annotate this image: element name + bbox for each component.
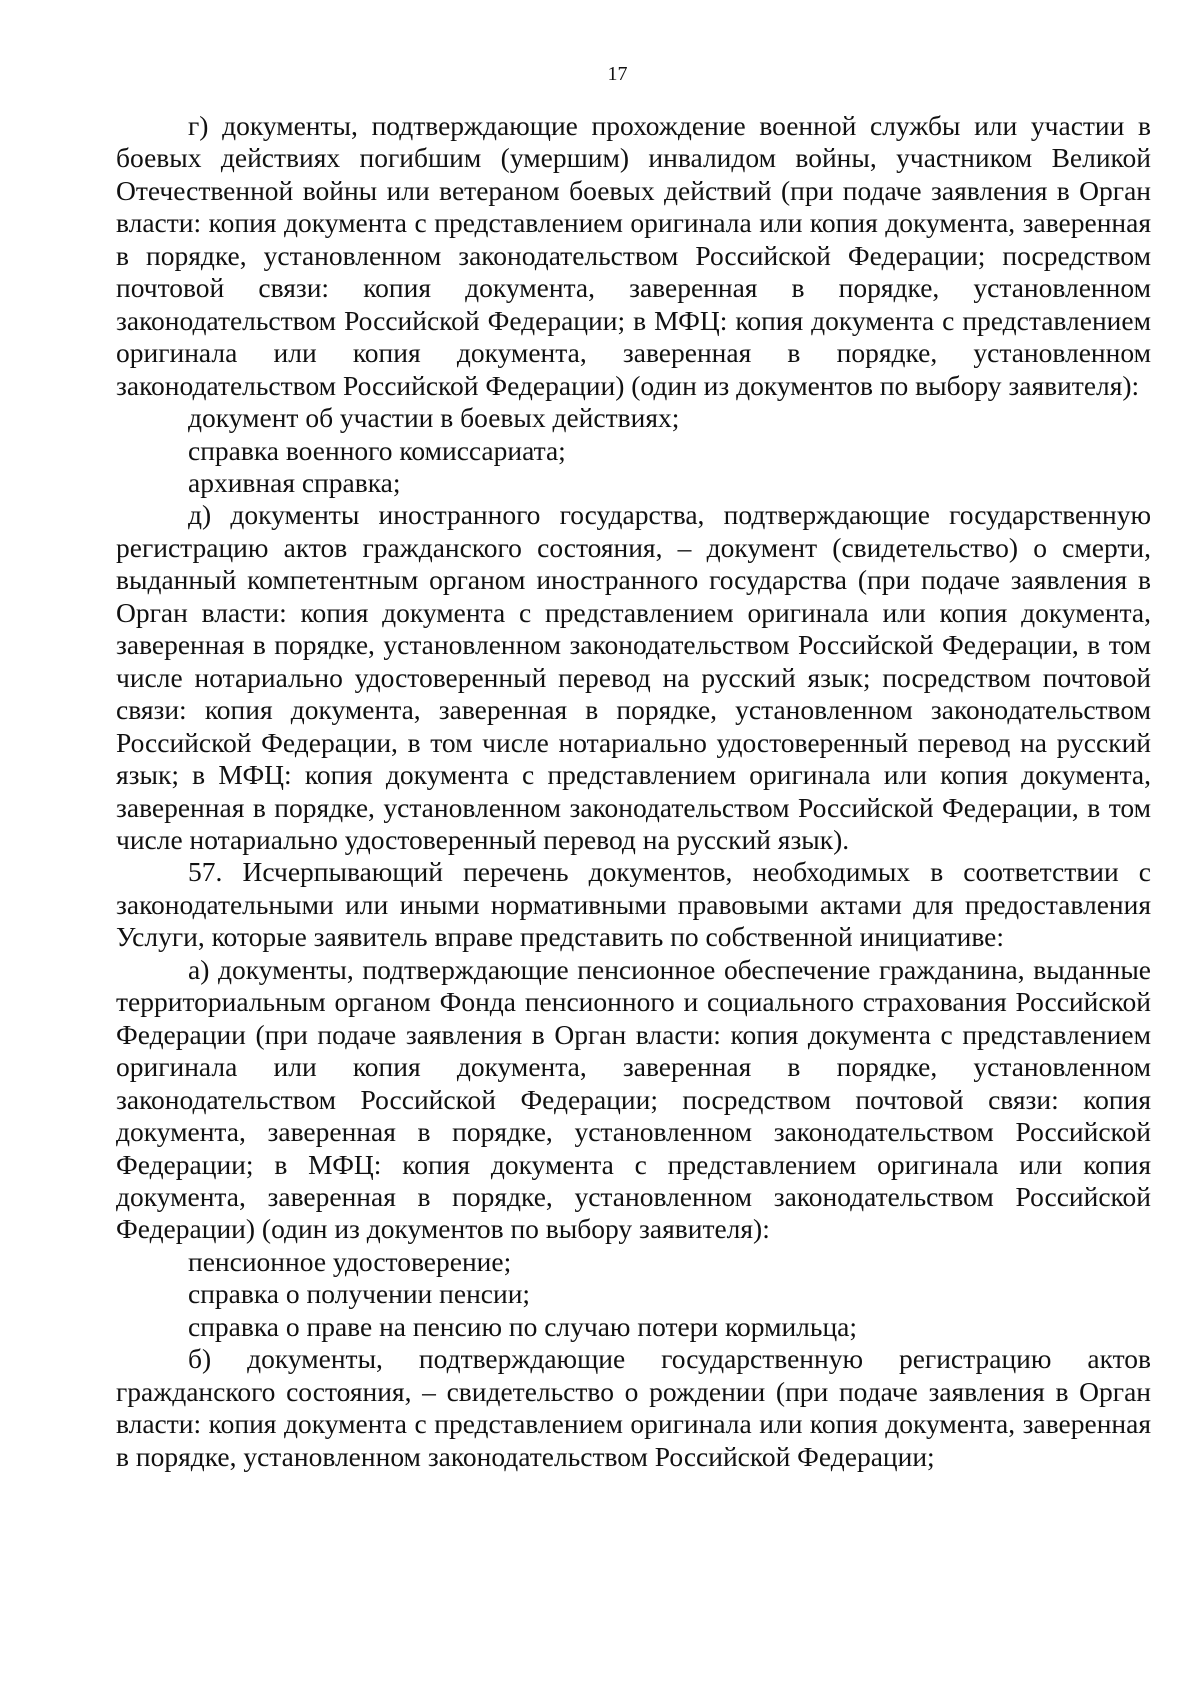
paragraph-57-documents-list: 57. Исчерпывающий перечень документов, необходимых в соответствии с законодательными или иными нормативными правовыми актами для предоставления Услуги, которые заявитель вправе представить по собственной инициативе: <box>116 856 1151 953</box>
list-item-archive-certificate: архивная справка; <box>188 466 401 498</box>
paragraph-g-military-service-documents: г) документы, подтверждающие прохождение военной службы или участии в боевых действиях погибшим (умершим) инвалидом войны, участником Великой Отечественной войны или ветераном боевых действий (при подаче заявления в Орган власти: копия документа с представлением оригинала или копия документа, заверенная в порядке, установленном законодательством Российской Федерации; посредством почтовой связи: копия документа, заверенная в порядке, установленном законодательством Российской Федерации; в МФЦ: копия документа с представлением оригинала или копия документа, заверенная в порядке, установленном законодательством Российской Федерации) (один из документов по выбору заявителя): <box>116 110 1151 401</box>
list-item-pension-certificate: пенсионное удостоверение; <box>188 1245 512 1277</box>
paragraph-d-foreign-state-documents: д) документы иностранного государства, подтверждающие государственную регистрацию актов гражданского состояния, – документ (свидетельство) о смерти, выданный компетентным органом иностранного государства (при подаче заявления в Орган власти: копия документа с представлением оригинала или копия документа, заверенная в порядке, установленном законодательством Российской Федерации, в том числе нотариально удостоверенный перевод на русский язык; посредством почтовой связи: копия документа, заверенная в порядке, установленном законодательством Российской Федерации, в том числе нотариально удостоверенный перевод на русский язык; в МФЦ: копия документа с представлением оригинала или копия документа, заверенная в порядке, установленном законодательством Российской Федерации, в том числе нотариально удостоверенный перевод на русский язык). <box>116 499 1151 855</box>
list-item-military-commissariat-certificate: справка военного комиссариата; <box>188 434 566 466</box>
list-item-survivor-pension-right-certificate: справка о праве на пенсию по случаю потери кормильца; <box>188 1310 858 1342</box>
list-item-pension-receipt-certificate: справка о получении пенсии; <box>188 1278 531 1310</box>
page-number: 17 <box>607 63 628 85</box>
paragraph-b-birth-certificate: б) документы, подтверждающие государственную регистрацию актов гражданского состояния, – свидетельство о рождении (при подаче заявления в Орган власти: копия документа с представлением оригинала или копия документа, заверенная в порядке, установленном законодательством Российской Федерации; <box>116 1343 1151 1472</box>
list-item-combat-participation-document: документ об участии в боевых действиях; <box>188 402 680 434</box>
paragraph-a-pension-documents: а) документы, подтверждающие пенсионное обеспечение гражданина, выданные территориальным органом Фонда пенсионного и социального страхования Российской Федерации (при подаче заявления в Орган власти: копия документа с представлением оригинала или копия документа, заверенная в порядке, установленном законодательством Российской Федерации; посредством почтовой связи: копия документа, заверенная в порядке, установленном законодательством Российской Федерации; в МФЦ: копия документа с представлением оригинала или копия документа, заверенная в порядке, установленном законодательством Российской Федерации) (один из документов по выбору заявителя): <box>116 953 1151 1245</box>
document-body <box>116 110 1151 1473</box>
